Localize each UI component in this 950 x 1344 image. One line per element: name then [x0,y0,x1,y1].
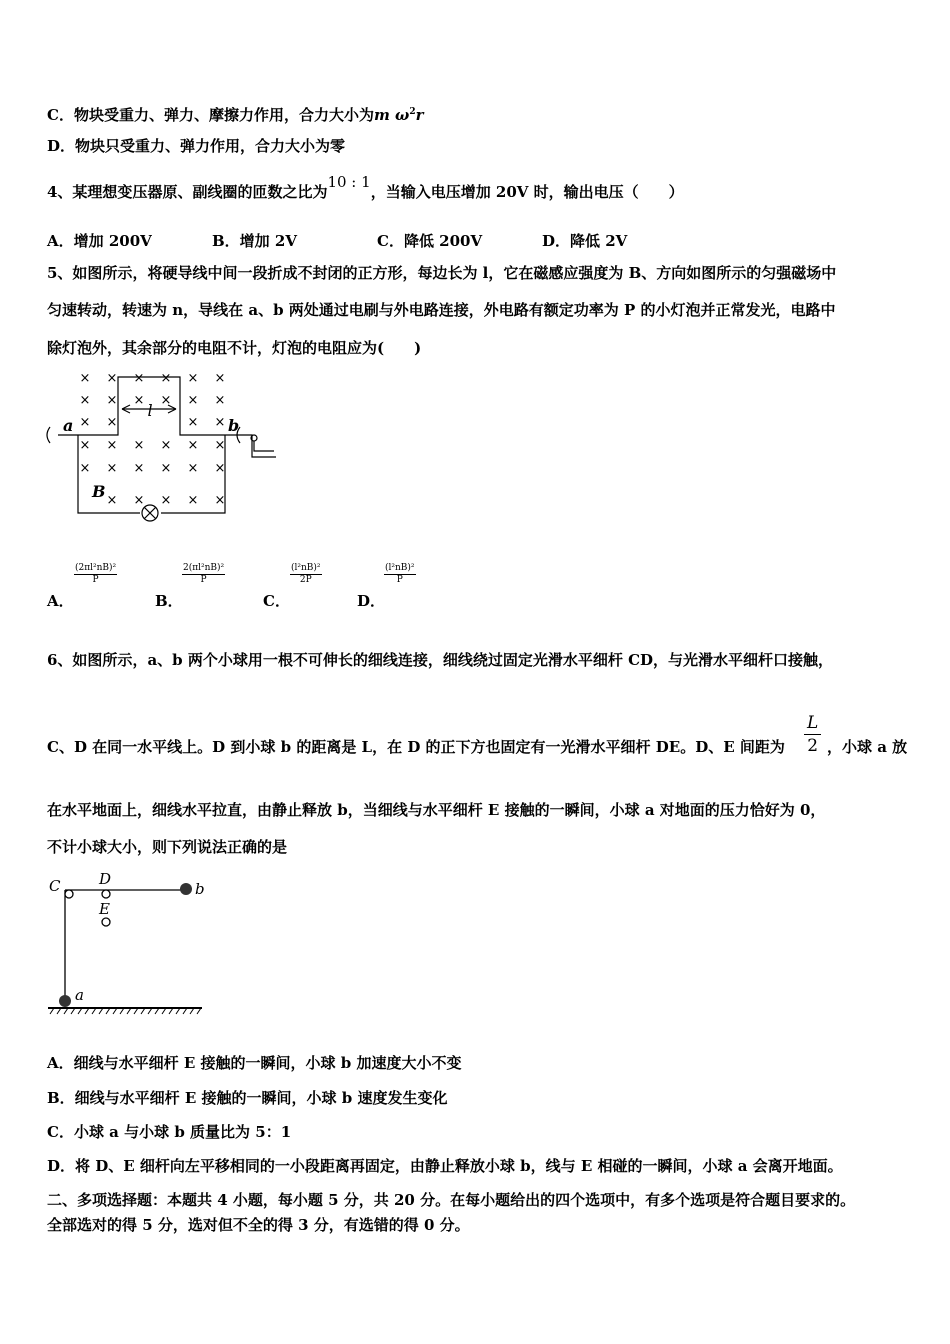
svg-text:×: × [133,371,145,386]
q5-option-a-formula: $\frac{\text{(2πl²nB)²}}{P}$ [75,563,117,585]
q6-line-4: 不计小球大小，则下列说法正确的是 [47,838,288,856]
svg-text:×: × [106,393,118,408]
svg-text:×: × [79,438,91,453]
q5-figure-label-a: a [63,416,74,435]
svg-text:×: × [214,438,226,453]
q5-figure-label-b: b [228,416,240,435]
q3-option-d: D．物块只受重力、弹力作用，合力大小为零 [47,137,346,155]
q4-option-d: D．降低 2V [542,232,628,250]
q5-line-3: 除灯泡外，其余部分的电阻不计，灯泡的电阻应为( ) [47,339,422,357]
svg-text:×: × [160,371,172,386]
svg-text:×: × [214,393,226,408]
q4-option-c: C．降低 200V [377,232,483,250]
svg-text:×: × [106,461,118,476]
q6-option-a: A．细线与水平细杆 E 接触的一瞬间，小球 b 加速度大小不变 [47,1054,462,1072]
svg-text:×: × [187,371,199,386]
svg-text:×: × [106,438,118,453]
q5-option-d-formula: $\frac{\text{(l²nB)²}}{P}$ [385,563,415,585]
svg-text:×: × [160,438,172,453]
q5-line-2: 匀速转动，转速为 n，导线在 a、b 两处通过电刷与外电路连接，外电路有额定功率为 P 的小灯泡并正常发光，电路中 [47,301,836,319]
q6-figure-label-C: C [49,877,61,895]
svg-text:×: × [79,461,91,476]
svg-text:×: × [160,461,172,476]
q6-option-c: C．小球 a 与小球 b 质量比为 5：1 [47,1123,292,1141]
q5-option-d-letter: D． [357,592,386,610]
svg-text:×: × [79,371,91,386]
q5-line-1: 5、如图所示，将硬导线中间一段折成不封闭的正方形，每边长为 l，它在磁感应强度为 B、方向如图所示的匀强磁场中 [47,264,837,282]
q6-fraction: $\frac{L}{2}$ [804,712,821,757]
q6-figure-label-a: a [75,986,84,1004]
q6-figure [40,868,215,1018]
svg-text:×: × [106,493,118,508]
section-2-line-2: 全部选对的得 5 分，选对但不全的得 3 分，有选错的得 0 分。 [47,1216,470,1234]
q4-stem: 4、某理想变压器原、副线圈的匝数之比为10 : 1，当输入电压增加 20V 时，输出电压（ ） [47,173,684,201]
svg-text:×: × [214,461,226,476]
svg-text:×: × [187,438,199,453]
q3-option-c: C．物块受重力、弹力、摩擦力作用，合力大小为m $\omega^2r$ [47,106,424,124]
svg-text:×: × [214,371,226,386]
q4-option-b: B．增加 2V [212,232,297,250]
q4-option-a: A．增加 200V [47,232,152,250]
q5-figure-label-l: l [147,401,153,420]
svg-text:×: × [106,371,118,386]
q6-option-d: D．将 D、E 细杆向左平移相同的一小段距离再固定，由静止释放小球 b，线与 E 相碰的一瞬间，小球 a 会离开地面。 [47,1157,843,1175]
q6-figure-label-D: D [99,870,112,888]
svg-text:×: × [133,493,145,508]
svg-text:×: × [133,393,145,408]
q6-figure-label-E: E [99,900,110,918]
svg-text:×: × [133,438,145,453]
q6-line-1: 6、如图所示，a、b 两个小球用一根不可伸长的细线连接，细线绕过固定光滑水平细杆 CD，与光滑水平细杆口接触， [47,651,834,669]
svg-text:×: × [133,461,145,476]
q6-line-3: 在水平地面上，细线水平拉直，由静止释放 b，当细线与水平细杆 E 接触的一瞬间，小球 a 对地面的压力恰好为 0， [47,801,826,819]
q6-figure-label-b: b [195,880,205,898]
svg-text:×: × [187,393,199,408]
section-2-line-1: 二、多项选择题：本题共 4 小题，每小题 5 分，共 20 分。在每小题给出的四个选项中，有多个选项是符合题目要求的。 [47,1191,856,1209]
svg-text:×: × [160,393,172,408]
svg-text:×: × [214,415,226,430]
q4-ratio: 10 : 1 [327,173,371,191]
svg-text:×: × [79,393,91,408]
svg-text:×: × [187,415,199,430]
q5-figure-label-B: B [92,482,106,501]
q5-option-c-formula: $\frac{\text{(l²nB)²}}{2P}$ [291,563,321,585]
q5-option-a-letter: A． [47,592,74,610]
q5-option-b-formula: $\frac{\text{2(πl²nB)²}}{P}$ [183,563,225,585]
q5-option-b-letter: B． [155,592,183,610]
svg-text:×: × [106,415,118,430]
svg-text:×: × [187,461,199,476]
svg-text:×: × [79,415,91,430]
q5-figure [40,365,285,525]
q6-option-b: B．细线与水平细杆 E 接触的一瞬间，小球 b 速度发生变化 [47,1089,448,1107]
q6-line-2b: ，小球 a 放 [827,738,908,756]
q6-line-2a: C、D 在同一水平线上。D 到小球 b 的距离是 L，在 D 的正下方也固定有一光滑水平细杆 DE。D、E 间距为 [47,738,785,756]
q5-option-c-letter: C． [263,592,290,610]
svg-text:×: × [214,493,226,508]
svg-text:×: × [187,493,199,508]
svg-text:×: × [160,493,172,508]
